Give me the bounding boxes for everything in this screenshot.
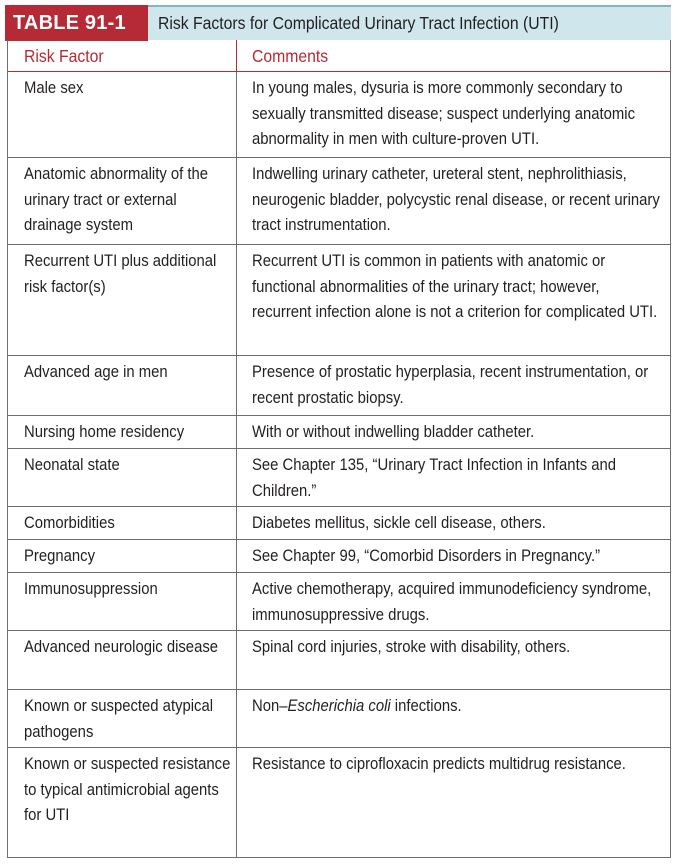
table-row [8,748,670,857]
risk-factor-cell: Comorbidities [8,507,237,539]
comment-cell: Active chemotherapy, acquired immunodeficiency syndrome, immunosuppressive drugs. [252,580,652,624]
table-row [8,356,670,416]
table-row [8,690,670,748]
comment-cell: Indwelling urinary catheter, ureteral stent, nephrolithiasis, neurogenic bladder, polycystic renal disease, or recent urinary tract instrumentation. [252,165,660,234]
header-risk-factor: Risk Factor [8,40,237,71]
risk-factor-cell: Advanced neurologic disease [8,631,237,689]
table-header-row [8,40,670,72]
comment-cell: In young males, dysuria is more commonly secondary to sexually transmitted disease; suspect underlying anatomic abnormality in men with culture-proven UTI. [252,79,636,148]
risk-factor-cell: Male sex [8,72,237,157]
comment-cell: Presence of prostatic hyperplasia, recent instrumentation, or recent prostatic biopsy. [252,363,649,407]
comment-cell: See Chapter 99, “Comorbid Disorders in Pregnancy.” [252,547,601,565]
table-title: Risk Factors for Complicated Urinary Tract Infection (UTI) [158,13,559,33]
comment-cell: See Chapter 135, “Urinary Tract Infection in Infants and Children.” [252,456,617,500]
header-comments: Comments [252,46,329,66]
table-title-bar [5,5,671,40]
table-row [8,158,670,245]
table-row [8,72,670,158]
risk-factor-cell: Neonatal state [8,449,237,506]
comment-cell: Non–Escherichia coli infections. [252,697,462,715]
table-row [8,416,670,449]
comment-cell: With or without indwelling bladder catheter. [252,423,535,441]
comment-cell: Recurrent UTI is common in patients with anatomic or functional abnormalities of the urinary tract; however, recurrent infection alone is not a criterion for complicated UTI. [252,252,658,321]
table-row [8,573,670,631]
risk-factor-cell: Known or suspected atypical pathogens [8,690,237,747]
risk-factor-cell: Advanced age in men [8,356,237,415]
table-row [8,449,670,507]
risk-factor-cell: Immunosuppression [8,573,237,630]
comment-cell: Resistance to ciprofloxacin predicts multidrug resistance. [252,755,626,773]
risk-factor-cell: Known or suspected resistance to typical antimicrobial agents for UTI [8,748,237,857]
comment-cell: Diabetes mellitus, sickle cell disease, others. [252,514,546,532]
comment-cell: Spinal cord injuries, stroke with disability, others. [252,638,571,656]
risk-factor-cell: Recurrent UTI plus additional risk factor(s) [8,245,237,355]
risk-factor-cell: Nursing home residency [8,416,237,448]
table-row [8,507,670,540]
table-row [8,631,670,690]
table-number-label: TABLE 91-1 [5,5,148,41]
risk-factor-table [7,40,671,858]
risk-factor-cell: Pregnancy [8,540,237,572]
table-row [8,540,670,573]
table-row [8,245,670,356]
risk-factor-cell: Anatomic abnormality of the urinary tract or external drainage system [8,158,237,244]
